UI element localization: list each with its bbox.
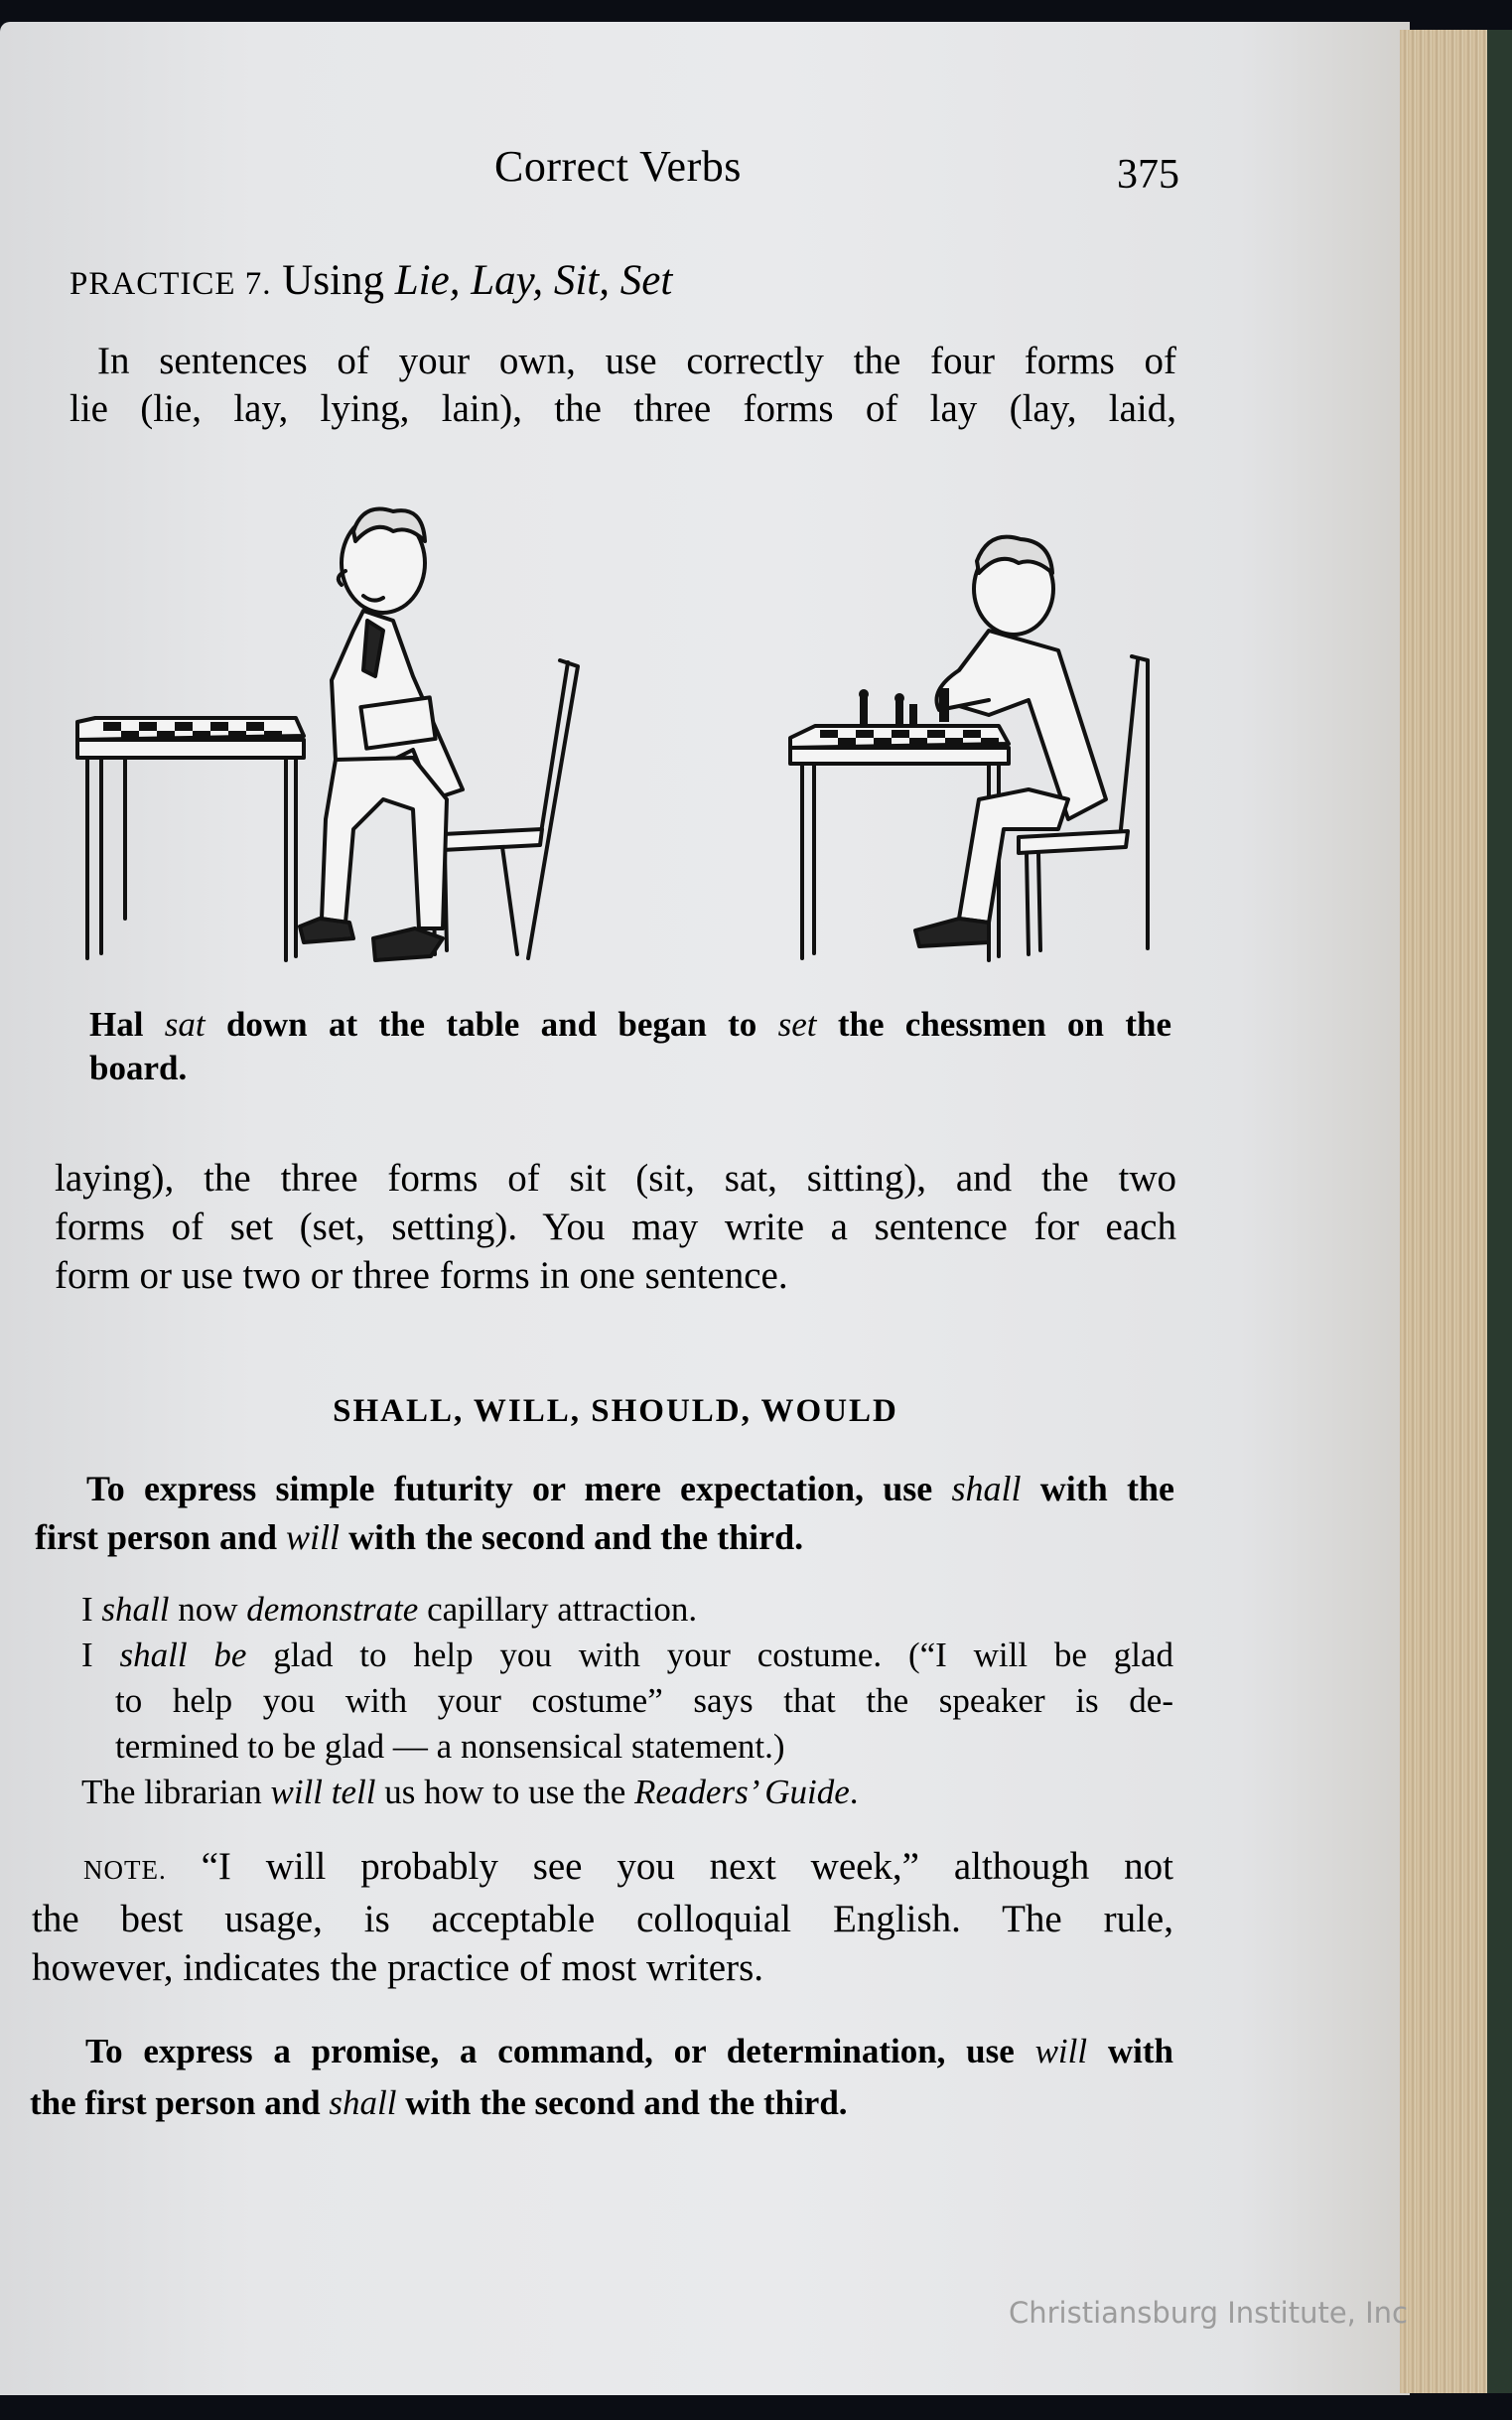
example-title: Readers’ Guide: [634, 1773, 850, 1811]
boy-sitting-down: [300, 509, 463, 961]
caption-line: board.: [89, 1049, 188, 1087]
rule-promise-command: [30, 2026, 1173, 2129]
rule-text: To express a promise, a command, or determination, use: [85, 2032, 1035, 2070]
text-line: In sentences of your own, use correctly the four forms of: [97, 340, 1176, 382]
text-line: [35, 1465, 1174, 1513]
rule-keyword: will: [286, 1517, 341, 1557]
rule-simple-futurity: [35, 1465, 1174, 1562]
text-line: laying), the three forms of sit (sit, sat, sitting), and the two: [55, 1157, 1176, 1200]
rule-text: with the: [1021, 1469, 1175, 1508]
rule-keyword: shall: [951, 1469, 1022, 1508]
rule-text: To express simple futurity or mere expectation, use: [86, 1469, 952, 1508]
illustration-caption: [89, 1003, 1171, 1090]
left-table: [77, 718, 304, 960]
caption-text: down at the table and began to: [205, 1005, 778, 1044]
text-line: the best usage, is acceptable colloquial English. The rule,: [32, 1898, 1173, 1940]
example-text: us how to use the: [375, 1773, 634, 1811]
page-edges: [1400, 30, 1494, 2393]
example-2-continued: to help you with your costume” says that the speaker is de-: [115, 1681, 1173, 1720]
page-header: [0, 121, 1410, 198]
rule-text: the first person and: [30, 2083, 330, 2122]
caption-text: the chessmen on the: [816, 1005, 1171, 1044]
page-number: 375: [1117, 152, 1179, 198]
text-line: however, indicates the practice of most writers.: [32, 1946, 764, 1989]
usage-note: [32, 1842, 1173, 1992]
example-2-continued: termined to be glad — a nonsensical statement.): [115, 1727, 785, 1766]
rule-text: with: [1087, 2032, 1173, 2070]
example-2: [81, 1633, 1173, 1678]
note-label: NOTE.: [83, 1855, 167, 1885]
caption-verb-set: set: [777, 1005, 817, 1044]
example-keyword: demonstrate: [246, 1590, 419, 1629]
text-line: form or use two or three forms in one sentence.: [55, 1254, 788, 1297]
rule-text: with the second and the third.: [340, 1517, 804, 1557]
note-text: “I will probably see you next week,” although not: [166, 1845, 1173, 1888]
example-text: I: [81, 1636, 120, 1674]
text-line: [35, 1513, 1174, 1562]
caption-text: Hal: [89, 1005, 165, 1044]
example-text: glad to help you with your costume. (“I will be glad: [246, 1636, 1173, 1674]
practice-title-lead: Using: [282, 257, 395, 304]
practice-title: [69, 256, 672, 305]
example-3: [81, 1770, 1173, 1815]
text-line: [30, 2026, 1173, 2077]
example-keyword: will tell: [270, 1773, 376, 1811]
example-text: I: [81, 1590, 102, 1629]
rule-keyword: will: [1034, 2032, 1088, 2070]
text-line: [32, 1842, 1173, 1895]
caption-line: [89, 1003, 1171, 1047]
text-line: [30, 2077, 1173, 2129]
rule-text: first person and: [35, 1517, 287, 1557]
example-text: now: [169, 1590, 247, 1629]
example-text: .: [849, 1773, 859, 1811]
example-text: capillary attraction.: [418, 1590, 698, 1629]
example-keyword: shall be: [119, 1636, 247, 1674]
example-1: [81, 1587, 1173, 1633]
rule-text: with the second and the third.: [396, 2083, 848, 2122]
intro-paragraph: [69, 338, 1176, 433]
practice-title-verbs: Lie, Lay, Sit, Set: [394, 257, 673, 304]
section-heading: SHALL, WILL, SHOULD, WOULD: [333, 1393, 898, 1429]
rule-keyword: shall: [329, 2083, 397, 2122]
text-line: forms of set (set, setting). You may write a sentence for each: [55, 1206, 1176, 1248]
chess-illustration: [66, 501, 1177, 988]
running-head: Correct Verbs: [494, 142, 742, 191]
examples-list: [81, 1587, 1173, 1815]
example-text: The librarian: [81, 1773, 271, 1811]
watermark: Christiansburg Institute, Inc: [1009, 2296, 1408, 2330]
text-line: lie (lie, lay, lying, lain), the three forms of lay (lay, laid,: [69, 387, 1176, 430]
practice-label: PRACTICE 7.: [69, 266, 272, 302]
example-keyword: shall: [101, 1590, 170, 1629]
book-cover-edge: [1487, 30, 1512, 2393]
caption-verb-sat: sat: [164, 1005, 206, 1044]
continued-paragraph: [55, 1154, 1176, 1300]
